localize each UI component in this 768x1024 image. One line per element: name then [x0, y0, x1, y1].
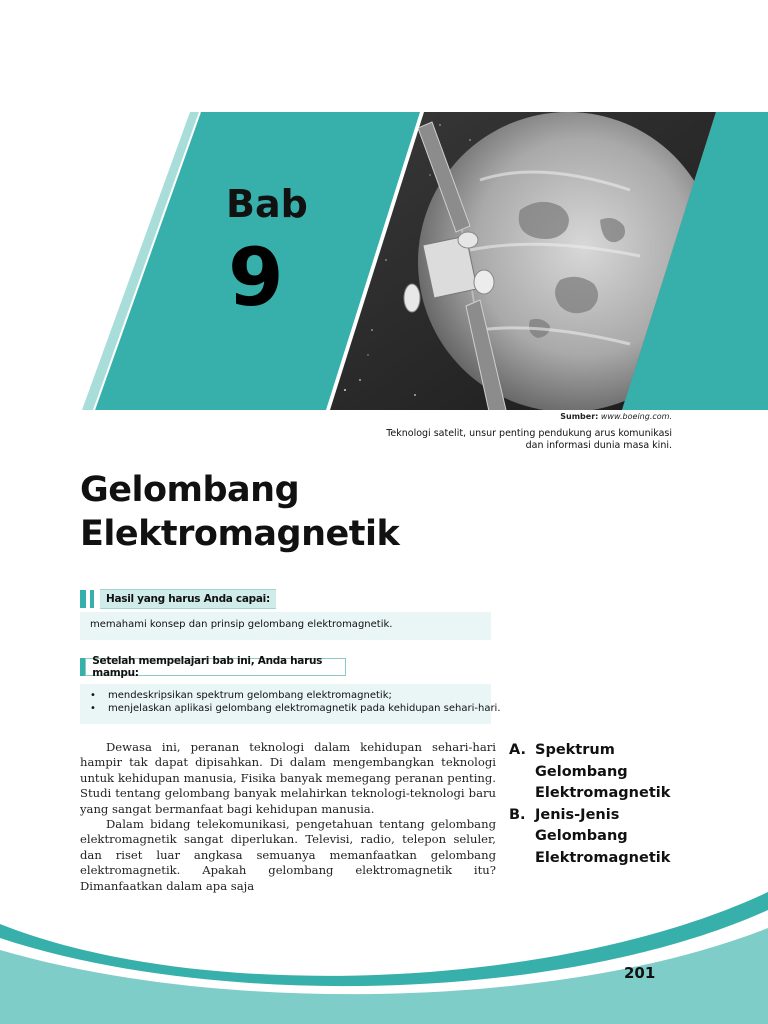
chapter-contents	[509, 740, 689, 869]
intro-text	[80, 740, 496, 894]
objective-item: • mendeskripsikan spektrum gelombang elektromagnetik;	[90, 690, 392, 701]
contents-letter: A.	[509, 742, 526, 758]
contents-line: Elektromagnetik	[535, 849, 671, 866]
contents-item	[509, 805, 689, 870]
source-url[interactable]: www.boeing.com.	[600, 412, 672, 421]
contents-line: Gelombang	[535, 828, 628, 844]
chapter-label: Bab	[226, 182, 308, 226]
objective-text: mendeskripsikan spektrum gelombang elektromagnetik;	[108, 690, 392, 701]
intro-paragraph: Dewasa ini, peranan teknologi dalam kehidupan sehari-hari hampir tak dapat dipisahkan. Di dalam mengembangkan teknologi untuk kehidupan manusia, Fisika banyak memegang peranan penting. Studi tentang gelombang banyak melahirkan teknologi-teknologi baru yang sangat bermanfaat bagi kehidupan manusia.	[80, 740, 496, 816]
chapter-title-line2: Elektromagnetik	[80, 514, 400, 554]
goals-heading: Hasil yang harus Anda capai:	[100, 589, 276, 609]
contents-letter: B.	[509, 806, 526, 823]
goals-box	[80, 612, 491, 640]
contents-line: Gelombang	[535, 763, 628, 780]
figure-source	[440, 412, 672, 421]
contents-line: Elektromagnetik	[535, 785, 671, 801]
header-marker	[90, 590, 94, 608]
chapter-number: 9	[228, 231, 284, 324]
objective-text: menjelaskan aplikasi gelombang elektromagnetik pada kehidupan sehari-hari.	[108, 703, 501, 714]
chapter-title-line1: Gelombang	[80, 470, 300, 510]
goals-text: memahami konsep dan prinsip gelombang elektromagnetik.	[90, 619, 393, 630]
source-label: Sumber:	[560, 412, 599, 421]
chapter-banner	[0, 0, 768, 420]
objectives-header	[80, 655, 346, 679]
page-number: 201	[624, 964, 656, 982]
contents-line: Jenis-Jenis	[535, 806, 620, 823]
intro-paragraph: Dalam bidang telekomunikasi, pengetahuan tentang gelombang elektromagnetik sangat diperlukan. Televisi, radio, telepon seluler, dan riset luar angkasa semuanya memanfaatkan gelombang elektromagnetik. Apakah gelombang elektromagnetik itu? Dimanfaatkan dalam apa saja	[80, 817, 496, 893]
objectives-box	[80, 684, 501, 724]
chapter-title	[80, 468, 399, 556]
contents-item	[509, 740, 689, 805]
footer-wave	[0, 880, 768, 1024]
figure-caption: Teknologi satelit, unsur penting pendukung arus komunikasi dan informasi dunia masa kini.	[386, 428, 672, 451]
goals-header	[80, 590, 276, 608]
objectives-heading: Setelah mempelajari bab ini, Anda harus mampu:	[85, 658, 346, 676]
contents-line: Spektrum	[535, 742, 615, 758]
objective-item: • menjelaskan aplikasi gelombang elektromagnetik pada kehidupan sehari-hari.	[90, 703, 501, 714]
header-marker	[80, 590, 86, 608]
